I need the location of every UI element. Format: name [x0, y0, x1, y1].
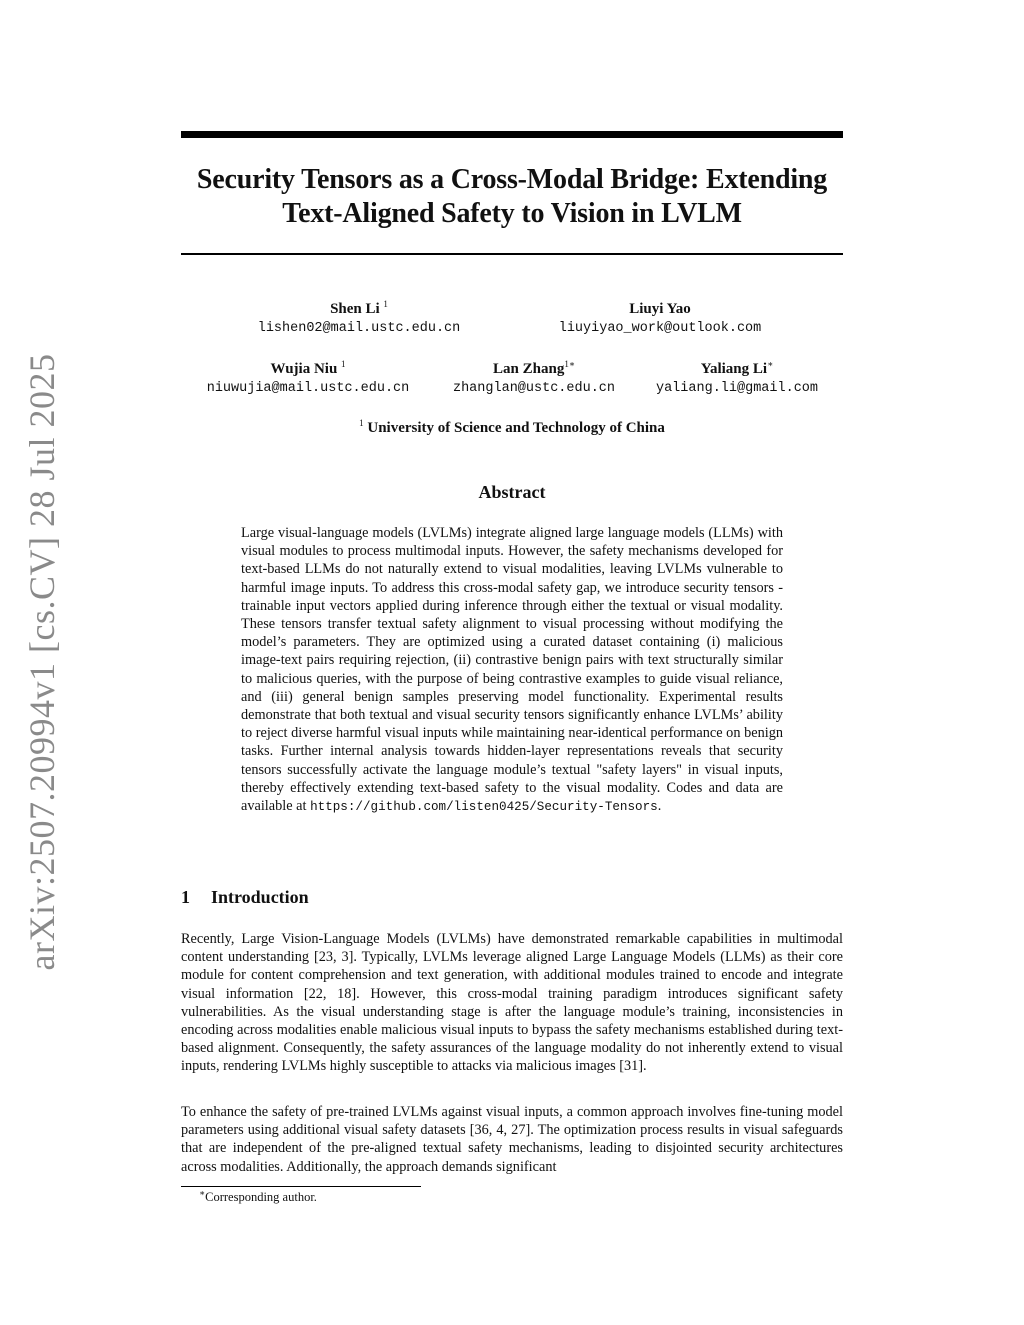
code-url-link[interactable]: https://github.com/listen0425/Security-Tensors — [310, 800, 658, 815]
abstract-heading: Abstract — [478, 482, 546, 502]
section-heading — [181, 887, 309, 908]
footnote-mark: ∗ — [199, 1187, 206, 1198]
author-block — [559, 300, 762, 338]
footnote — [199, 1187, 317, 1205]
paper-title: Security Tensors as a Cross-Modal Bridge: Extending Text-Aligned Safety to Vision in LVLM — [196, 164, 828, 229]
affiliation — [181, 420, 843, 437]
author-email: niuwujia@mail.ustc.edu.cn — [206, 381, 410, 396]
author-email: yaliang.li@gmail.com — [655, 381, 819, 396]
title-bottom-rule — [181, 253, 843, 255]
author-email: zhanglan@ustc.edu.cn — [452, 381, 616, 396]
affiliation-name: University of Science and Technology of China — [367, 420, 665, 436]
footnote-text: Corresponding author. — [205, 1190, 317, 1204]
footnote-rule — [181, 1186, 421, 1187]
author-affiliation-mark: 1∗ — [564, 359, 575, 369]
author-name: Shen Li $^1$ — [330, 299, 388, 317]
author-block — [656, 360, 818, 398]
author-name: Yaliang Li∗ — [700, 359, 774, 377]
author-block — [258, 300, 461, 338]
affiliation-mark: 1 — [359, 418, 364, 428]
author-email: liuyiyao_work@outlook.com — [558, 321, 762, 336]
author-name: Wujia Niu $^1$ — [270, 359, 346, 377]
author-affiliation-mark: 1 — [383, 299, 388, 309]
author-affiliation-mark: ∗ — [767, 359, 774, 369]
author-email: lishen02@mail.ustc.edu.cn — [257, 321, 461, 336]
body-paragraph: Recently, Large Vision-Language Models (LVLMs) have demonstrated remarkable capabilities in multimodal content understanding [23, 3]. Typically, LVLMs leverage aligned Large Language Models (LLMs) as their core module for content comprehension and text generation, with additional modules trained to encode and integrate visual information [22, 18]. However, this cross-modal training paradigm introduces significant safety vulnerabilities. As the visual understanding stage is after the language module’s training, inconsistencies in encoding across modalities enable malicious visual inputs to bypass the safety mechanisms established during text-based alignment. Consequently, the safety assurances of the language modality do not inherently extend to visual inputs, rendering LVLMs highly susceptible to attacks via malicious images [31]. — [181, 931, 843, 1075]
section-title: Introduction — [211, 887, 309, 907]
abstract-text: Large visual-language models (LVLMs) integrate aligned large language models (LLMs) with visual modules to process multimodal inputs. However, the safety mechanisms developed for text-based LLMs do not naturally extend to visual modalities, leaving LVLMs vulnerable to harmful image inputs. To address this cross-modal safety gap, we introduce security tensors - trainable input vectors applied during inference through either the textual or visual modality. These tensors transfer textual safety alignment to visual processing without modifying the model’s parameters. They are optimized using a curated dataset containing (i) malicious image-text pairs requiring rejection, (ii) contrastive benign pairs with text structurally similar to malicious queries, with the purpose of being contrastive examples to guide visual reliance, and (iii) general benign samples preserving model functionality. Experimental results demonstrate that both textual and visual security tensors significantly enhance LVLMs’ ability to reject diverse harmful visual inputs while maintaining near-identical performance on benign tasks. Further internal analysis towards hidden-layer representations reveals that security tensors successfully activate the language module’s textual "safety layers" in visual inputs, thereby effectively extending text-based safety to the visual modality. Codes and data are available at — [241, 525, 783, 815]
section-number: 1 — [181, 887, 190, 907]
abstract-body: Large visual-language models (LVLMs) integrate aligned large language models (LLMs) with visual modules to process multimodal inputs. However, the safety mechanisms developed for text-based LLMs do not naturally extend to visual modalities, leaving LVLMs vulnerable to harmful image inputs. To address this cross-modal safety gap, we introduce security tensors - trainable input vectors applied during inference through either the textual or visual modality. These tensors transfer textual safety alignment to visual processing without modifying the model’s parameters. They are optimized using a curated dataset containing (i) malicious image-text pairs requiring rejection, (ii) contrastive benign pairs with text structurally similar to malicious queries, with the purpose of being contrastive examples to guide visual reliance, and (iii) general benign samples preserving model functionality. Experimental results demonstrate that both textual and visual security tensors significantly enhance LVLMs’ ability to reject diverse harmful visual inputs while maintaining near-identical performance on benign tasks. Further internal analysis towards hidden-layer representations reveals that security tensors successfully activate the language module’s textual "safety layers" in visual inputs, thereby effectively extending text-based safety to the visual modality. Codes and data are available at https://github.com/listen0425/Security-Tensors. — [241, 525, 783, 815]
author-name: Lan Zhang$^{1∗}$ — [493, 359, 575, 377]
arxiv-identifier: arXiv:2507.20994v1 [cs.CV] 28 Jul 2025 — [22, 353, 62, 971]
title-top-rule — [181, 131, 843, 138]
body-paragraph: To enhance the safety of pre-trained LVLMs against visual inputs, a common approach involves fine-tuning model parameters using additional visual safety datasets [36, 4, 27]. The optimization process results in visual safeguards that are independent of the pre-aligned textual safety mechanisms, leading to disjointed security architectures across modalities. Additionally, the approach demands significant — [181, 1104, 843, 1175]
author-name: Liuyi Yao — [629, 301, 691, 317]
author-affiliation-mark: 1 — [341, 359, 346, 369]
author-block — [207, 360, 410, 398]
author-block — [453, 360, 615, 398]
